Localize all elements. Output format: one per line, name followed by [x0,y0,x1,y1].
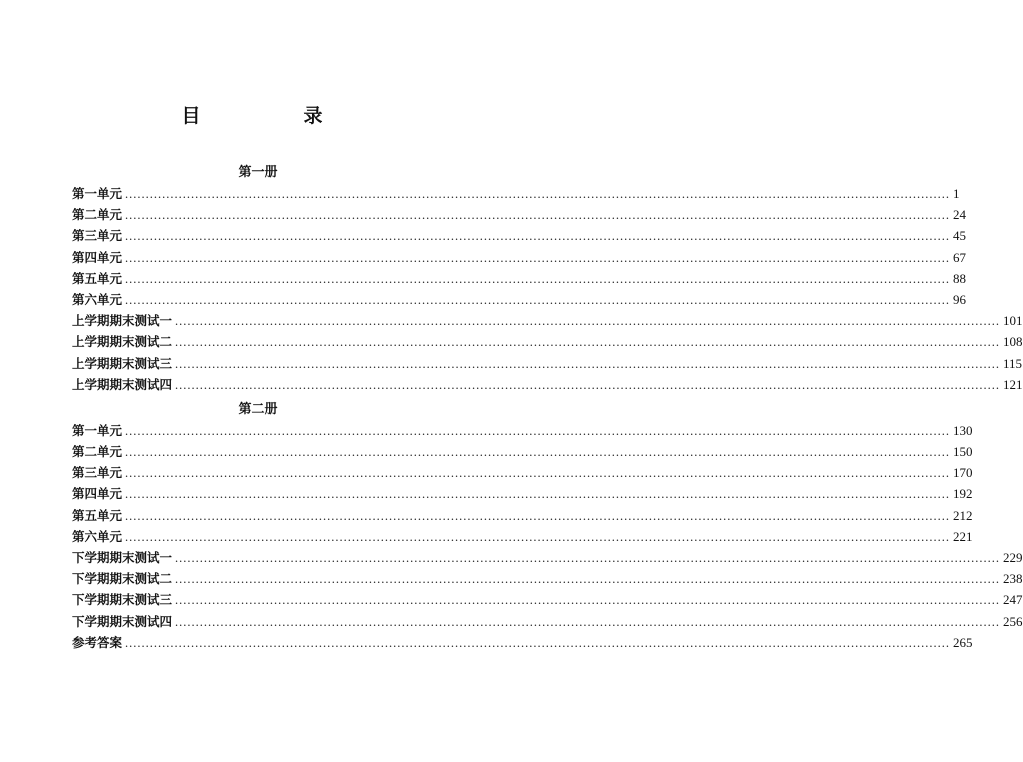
toc-entry-page: 101 [1003,313,1023,329]
toc-entry[interactable] [72,374,1023,395]
toc-entry-title: 第三单元 [72,228,123,244]
toc-entry-page: 45 [953,228,967,244]
toc-entry-page: 1 [953,186,960,201]
toc-entry-page: 121 [1003,376,1023,392]
toc-entry[interactable] [72,247,967,268]
leader-dots: ........................................................................................................................................................................................................ [125,445,951,460]
toc-entry-page: 170 [953,465,973,481]
leader-dots: ........................................................................................................................................................................................................ [125,208,951,223]
leader-dots: ........................................................................................................................................................................................................ [175,614,1001,629]
leader-dots: ........................................................................................................................................................................................................ [125,250,951,265]
toc-entry-page: 108 [1003,334,1023,350]
toc-entry-title: 第五单元 [72,507,123,523]
toc-entry[interactable] [72,289,967,310]
toc-entry[interactable] [72,420,973,441]
toc-entry-page: 88 [953,270,967,286]
toc-entry[interactable] [72,268,967,289]
toc-entry-title: 上学期期末测试三 [72,355,173,371]
toc-entry-title: 第二单元 [72,207,123,223]
toc-entry-page: 192 [953,486,973,502]
toc-entry[interactable] [72,505,973,526]
leader-dots: ........................................................................................................................................................................................................ [175,551,1001,565]
toc-entry[interactable] [72,204,967,225]
leader-dots: ........................................................................................................................................................................................................ [125,635,951,650]
leader-dots: ........................................................................................................................................................................................................ [125,229,951,244]
toc-entry-title: 下学期期末测试四 [72,613,173,629]
toc-entry[interactable] [72,632,973,653]
leader-dots: ........................................................................................................................................................................................................ [125,529,951,544]
toc-entry-page: 229 [1003,550,1023,565]
toc-entry-title: 下学期期末测试二 [72,571,173,587]
toc-entry[interactable] [72,526,973,547]
toc-entry-page: 238 [1003,571,1023,587]
toc-entry-title: 上学期期末测试二 [72,334,173,350]
toc-entry-title: 第四单元 [72,249,123,265]
toc-entry[interactable] [72,589,1023,610]
leader-dots: ........................................................................................................................................................................................................ [175,572,1001,587]
leader-dots: ........................................................................................................................................................................................................ [175,314,1001,329]
leader-dots: ........................................................................................................................................................................................................ [175,335,1001,350]
toc-entry-title: 第二单元 [72,444,123,460]
toc-entry[interactable] [72,462,973,483]
toc-entry[interactable] [72,483,973,504]
toc-entry[interactable] [72,310,1023,331]
toc-entry-title: 第四单元 [72,486,123,502]
toc-entry-title: 第三单元 [72,465,123,481]
toc-entry-title: 下学期期末测试三 [72,592,173,608]
toc-entry-title: 第一单元 [72,422,123,438]
leader-dots: ........................................................................................................................................................................................................ [125,187,951,201]
volume-heading-2: 第二册 [238,401,278,417]
leader-dots: ........................................................................................................................................................................................................ [175,593,1001,608]
toc-entry[interactable] [72,611,1023,632]
toc-entry-page: 115 [1003,355,1023,371]
toc-entry-title: 参考答案 [72,634,123,650]
page-title: 目 录 [181,105,365,127]
toc-entry-title: 上学期期末测试一 [72,313,173,329]
toc-entry[interactable] [72,441,973,462]
leader-dots: ........................................................................................................................................................................................................ [125,292,951,307]
toc-entry[interactable] [72,225,967,246]
toc-entry-page: 221 [953,528,973,544]
volume-heading-1: 第一册 [238,165,278,180]
leader-dots: ........................................................................................................................................................................................................ [125,508,951,523]
leader-dots: ........................................................................................................................................................................................................ [125,271,951,286]
toc-entry-page: 67 [953,249,967,265]
toc-entry-page: 24 [953,207,967,223]
leader-dots: ........................................................................................................................................................................................................ [175,377,1001,392]
toc-entry-page: 150 [953,444,973,460]
toc-entry-title: 第六单元 [72,291,123,307]
toc-entry[interactable] [72,183,960,204]
toc-entry-page: 96 [953,291,967,307]
toc-entry-page: 256 [1003,613,1023,629]
toc-entry-title: 上学期期末测试四 [72,376,173,392]
table-of-contents [72,162,1023,653]
toc-entry-page: 212 [953,507,973,523]
leader-dots: ........................................................................................................................................................................................................ [125,423,951,438]
leader-dots: ........................................................................................................................................................................................................ [125,487,951,502]
toc-entry-page: 265 [953,634,973,650]
toc-entry[interactable] [72,568,1023,589]
toc-entry-title: 下学期期末测试一 [72,550,173,565]
toc-entry[interactable] [72,547,1023,568]
toc-entry-title: 第一单元 [72,186,123,201]
leader-dots: ........................................................................................................................................................................................................ [175,356,1001,371]
toc-entry-page: 130 [953,422,973,438]
toc-entry-title: 第六单元 [72,528,123,544]
leader-dots: ........................................................................................................................................................................................................ [125,466,951,481]
toc-entry-title: 第五单元 [72,270,123,286]
toc-entry[interactable] [72,331,1023,352]
toc-entry-page: 247 [1003,592,1023,608]
toc-entry[interactable] [72,353,1023,374]
